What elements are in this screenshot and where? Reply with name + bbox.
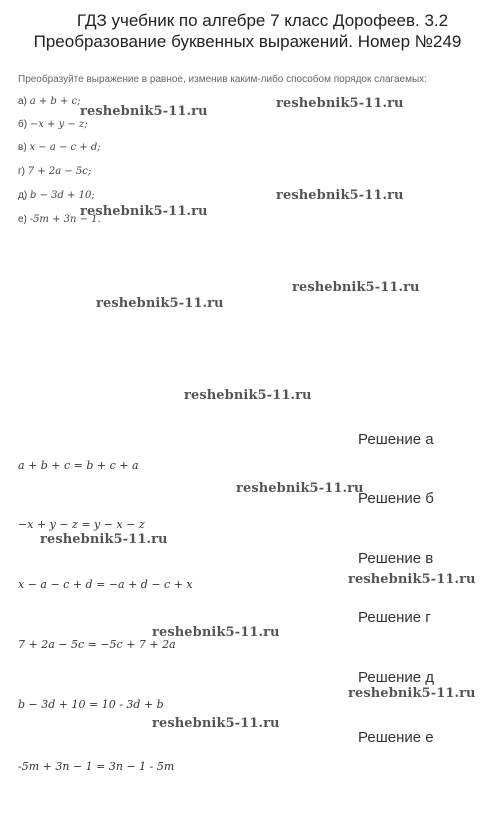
watermark: reshebnik5-11.ru xyxy=(276,96,404,111)
watermark: reshebnik5-11.ru xyxy=(152,716,280,731)
task-item-d xyxy=(18,166,91,177)
watermark: reshebnik5-11.ru xyxy=(348,686,476,701)
solution-heading-c: Решение в xyxy=(358,550,434,567)
solution-formula-e: b − 3d + 10 = 10 - 3d + b xyxy=(18,698,164,711)
watermark: reshebnik5-11.ru xyxy=(40,532,168,547)
solution-heading-b: Решение б xyxy=(358,490,434,507)
solution-formula-c: x − a − c + d = −a + d − c + x xyxy=(18,578,193,591)
task-statement: Преобразуйте выражение в равное, изменив каким-либо способом порядок слагаемых: xyxy=(18,74,427,85)
task-item-c xyxy=(18,142,101,153)
watermark: reshebnik5-11.ru xyxy=(292,280,420,295)
item-label: г) xyxy=(18,166,25,177)
solution-formula-d: 7 + 2a − 5c = −5c + 7 + 2a xyxy=(18,638,176,651)
item-expression: a + b + c; xyxy=(29,96,81,107)
task-item-e xyxy=(18,190,95,201)
task-item-a xyxy=(18,96,81,107)
item-expression: −x + y − z; xyxy=(29,119,88,130)
watermark: reshebnik5-11.ru xyxy=(152,625,280,640)
solution-heading-e: Решение д xyxy=(358,669,434,686)
title-line-2: Преобразование буквенных выражений. Номер №249 xyxy=(33,32,462,51)
item-expression: -5m + 3n − 1. xyxy=(29,214,101,225)
task-item-b xyxy=(18,119,88,130)
solution-formula-b: −x + y − z = y − x − z xyxy=(18,518,145,531)
watermark: reshebnik5-11.ru xyxy=(96,296,224,311)
item-expression: x − a − c + d; xyxy=(29,142,101,153)
solution-heading-d: Решение г xyxy=(358,609,431,626)
solution-heading-f: Решение е xyxy=(358,729,434,746)
item-label: д) xyxy=(18,190,28,201)
watermark: reshebnik5-11.ru xyxy=(184,388,312,403)
item-label: а) xyxy=(18,96,27,107)
solution-heading-a: Решение а xyxy=(358,431,434,448)
item-label: е) xyxy=(18,214,27,225)
item-label: б) xyxy=(18,119,28,130)
item-label: в) xyxy=(18,142,27,153)
watermark: reshebnik5-11.ru xyxy=(348,572,476,587)
item-expression: b − 3d + 10; xyxy=(29,190,95,201)
page-title xyxy=(0,10,495,52)
solution-formula-f: -5m + 3n − 1 = 3n − 1 - 5m xyxy=(18,760,175,773)
title-line-1: ГДЗ учебник по алгебре 7 класс Дорофеев. 3.2 xyxy=(76,11,449,30)
watermark: reshebnik5-11.ru xyxy=(276,188,404,203)
solution-formula-a: a + b + c = b + c + a xyxy=(18,459,139,472)
watermark: reshebnik5-11.ru xyxy=(80,104,208,119)
watermark: reshebnik5-11.ru xyxy=(236,481,364,496)
item-expression: 7 + 2a − 5c; xyxy=(27,166,92,177)
watermark: reshebnik5-11.ru xyxy=(80,204,208,219)
